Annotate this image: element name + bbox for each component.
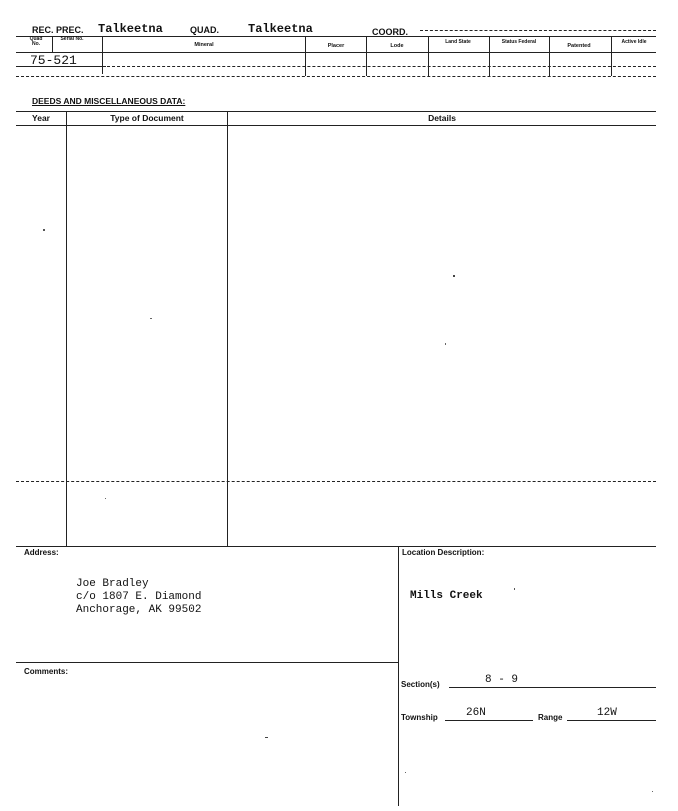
record-number: 75-521	[30, 53, 77, 68]
location-label: Location Description:	[402, 548, 485, 557]
col-year: Year	[32, 113, 50, 123]
deeds-header-rule	[16, 125, 656, 126]
quad-value: Talkeetna	[248, 22, 313, 36]
divider	[52, 36, 53, 52]
speck	[514, 588, 515, 590]
address-line-3: Anchorage, AK 99502	[76, 604, 202, 616]
column-header-rule	[16, 52, 656, 53]
lower-divider	[398, 546, 399, 806]
col-land-state: Land State	[445, 39, 471, 45]
col-mineral: Mineral	[194, 42, 214, 48]
speck	[43, 229, 45, 231]
coord-label: COORD.	[372, 27, 408, 37]
divider	[428, 36, 429, 76]
location-value: Mills Creek	[410, 590, 483, 602]
sections-line	[449, 687, 656, 688]
comments-top-rule	[16, 662, 398, 663]
record-underline	[16, 66, 106, 67]
col-active-idle: Active Idle	[621, 39, 647, 45]
quad-label: QUAD.	[190, 25, 219, 35]
township-label: Township	[401, 713, 438, 722]
deeds-dashed-rule	[16, 481, 656, 482]
divider	[489, 36, 490, 76]
rec-prec-label: REC. PREC.	[32, 25, 84, 35]
sections-label: Section(s)	[401, 680, 440, 689]
rec-prec-value: Talkeetna	[98, 22, 163, 36]
deeds-heading: DEEDS AND MISCELLANEOUS DATA:	[32, 96, 186, 106]
township-line	[445, 720, 533, 721]
coord-rule	[420, 30, 656, 31]
address-top-rule	[16, 546, 656, 547]
township-value: 26N	[466, 707, 486, 719]
speck	[453, 275, 455, 277]
header-rule	[16, 36, 656, 37]
range-line	[567, 720, 656, 721]
speck	[652, 791, 653, 792]
col-patented: Patented	[567, 43, 591, 49]
address-line-2: c/o 1807 E. Diamond	[76, 591, 202, 603]
divider	[366, 36, 367, 76]
speck	[265, 737, 268, 738]
col-quad-no: Quad No.	[29, 36, 43, 47]
speck	[445, 343, 446, 345]
speck	[105, 498, 106, 499]
sections-value: 8 - 9	[485, 674, 519, 686]
col-lode: Lode	[390, 43, 404, 49]
record-row-rule	[102, 66, 656, 67]
divider	[305, 36, 306, 76]
range-value: 12W	[597, 707, 617, 719]
col-placer: Placer	[327, 43, 345, 49]
speck	[405, 772, 406, 773]
divider	[549, 36, 550, 76]
col-type-of-document: Type of Document	[110, 113, 184, 123]
record-row-rule	[16, 76, 656, 77]
comments-label: Comments:	[24, 667, 69, 676]
col-status-federal: Status Federal	[501, 39, 537, 45]
divider	[611, 36, 612, 76]
address-line-1: Joe Bradley	[76, 578, 149, 590]
speck	[150, 318, 152, 319]
divider	[102, 36, 103, 74]
address-label: Address:	[24, 548, 59, 557]
deeds-top-rule	[16, 111, 656, 112]
col-details: Details	[428, 113, 456, 123]
range-label: Range	[538, 713, 563, 722]
col-serial-no: Serial No.	[60, 36, 84, 42]
